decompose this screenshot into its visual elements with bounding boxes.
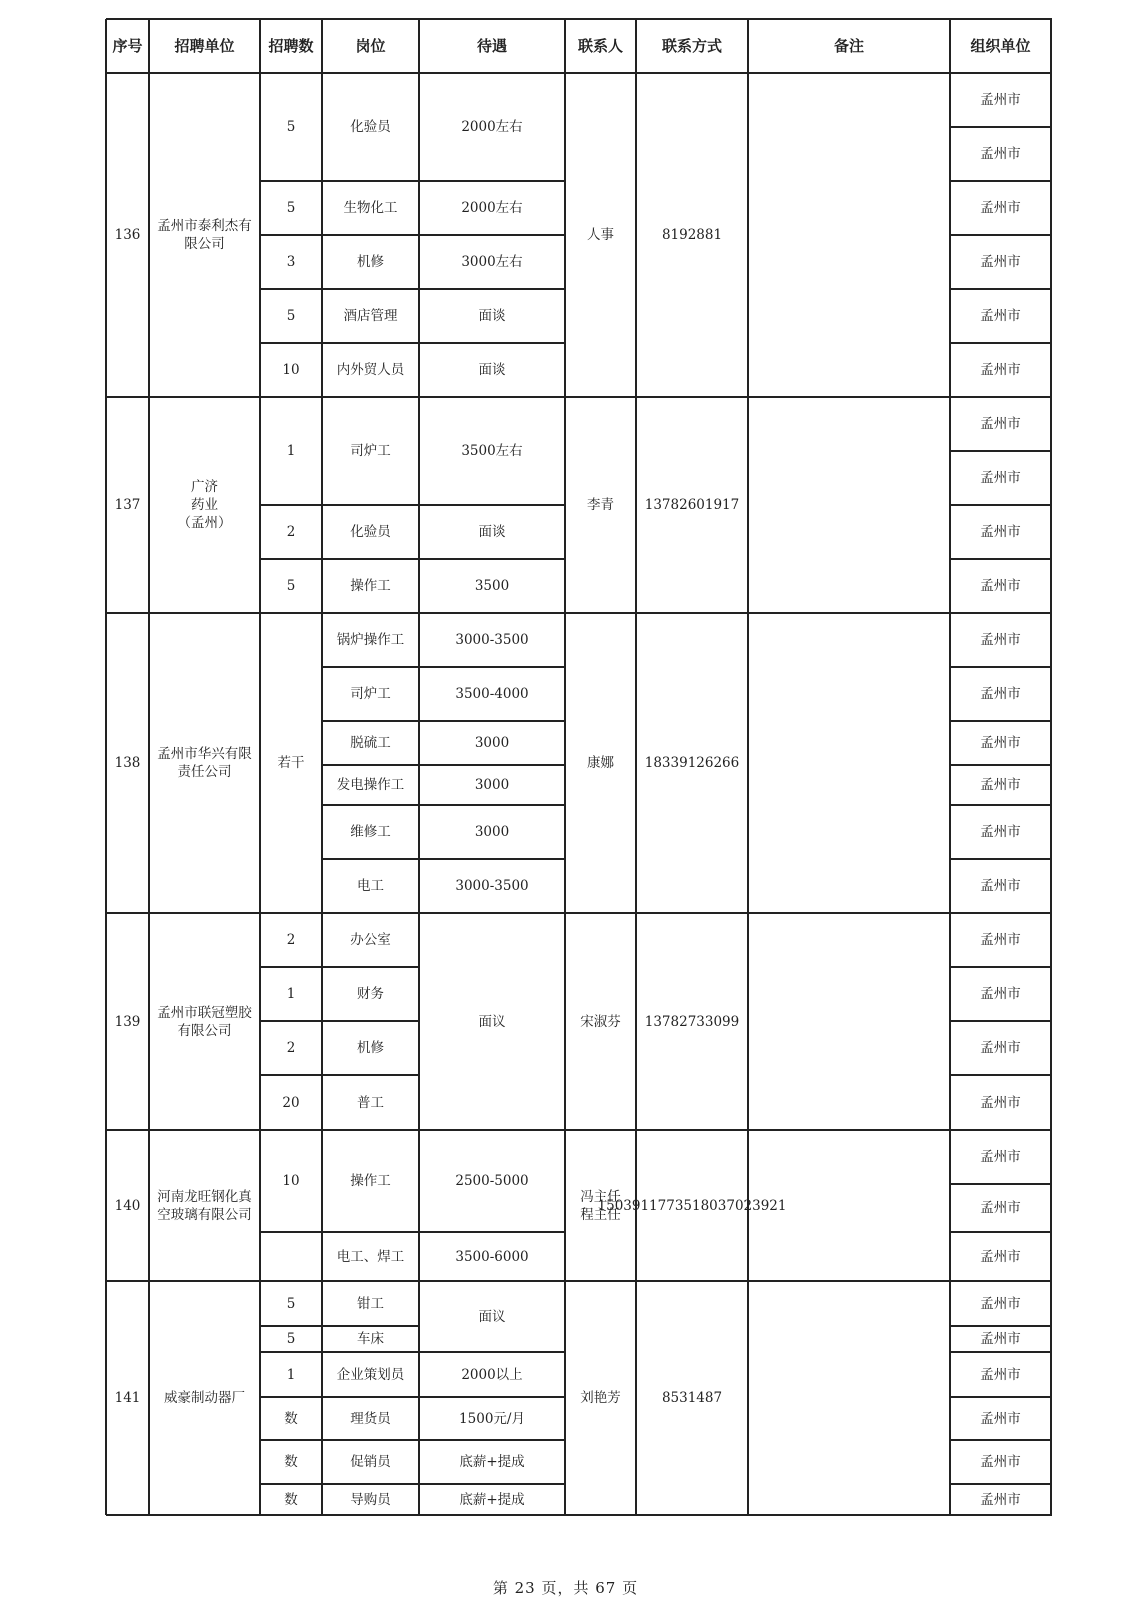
- org-cell: 孟州市: [980, 878, 1021, 894]
- org-cell: 孟州市: [980, 470, 1021, 486]
- grid-line: [950, 858, 1052, 859]
- grid-line: [322, 1020, 420, 1021]
- org-cell: 孟州市: [980, 686, 1021, 702]
- org-cell: 孟州市: [980, 824, 1021, 840]
- grid-line: [260, 966, 323, 967]
- seq-cell: 140: [114, 1197, 141, 1214]
- note-cell: [748, 73, 950, 397]
- salary-cell: 2000以上: [461, 1366, 523, 1383]
- position-cell: 操作工: [350, 578, 391, 594]
- grid-line: [419, 764, 566, 765]
- grid-line: [419, 1483, 566, 1484]
- grid-line: [950, 764, 1052, 765]
- position-cell: 化验员: [350, 524, 391, 540]
- count-cell: 5: [286, 119, 296, 135]
- contact-cell: 冯主任 程主任: [580, 1188, 621, 1223]
- count-cell: 2: [286, 932, 296, 948]
- grid-line: [260, 1439, 323, 1440]
- grid-line: [419, 288, 566, 289]
- grid-line: [322, 720, 420, 721]
- count-cell: 3: [286, 254, 296, 270]
- grid-line: [950, 126, 1052, 127]
- count-cell: 5: [286, 308, 296, 324]
- position-cell: 办公室: [350, 932, 391, 948]
- grid-line: [322, 342, 420, 343]
- note-cell: [748, 397, 950, 613]
- grid-line: [260, 1020, 323, 1021]
- grid-line: [322, 1396, 420, 1397]
- salary-cell: 底薪+提成: [459, 1491, 525, 1508]
- grid-line: [419, 504, 566, 505]
- position-cell: 司炉工: [350, 686, 391, 702]
- seq-cell: 141: [114, 1390, 141, 1406]
- org-cell: 孟州市: [980, 1331, 1021, 1347]
- org-cell: 孟州市: [980, 986, 1021, 1002]
- count-cell: 2: [286, 524, 296, 540]
- note-cell: [748, 913, 950, 1130]
- salary-cell: 3000左右: [461, 254, 523, 270]
- salary-cell: 面谈: [478, 362, 506, 378]
- grid-line: [322, 234, 420, 235]
- org-cell: 孟州市: [980, 1410, 1021, 1427]
- note-cell: [748, 1130, 950, 1281]
- position-cell: 普工: [357, 1094, 384, 1111]
- salary-cell: 3000-3500: [455, 878, 529, 894]
- position-cell: 生物化工: [343, 200, 398, 216]
- seq-cell: 137: [114, 497, 141, 513]
- salary-cell: 2000左右: [461, 119, 523, 135]
- count-cell: 1: [286, 443, 296, 459]
- grid-line: [322, 804, 420, 805]
- count-cell: 数: [284, 1491, 298, 1508]
- grid-line: [419, 1231, 566, 1232]
- grid-line: [419, 858, 566, 859]
- grid-line: [950, 804, 1052, 805]
- position-cell: 机修: [357, 1040, 384, 1056]
- grid-line: [419, 666, 566, 667]
- contact-cell: 人事: [587, 227, 614, 243]
- salary-cell: 2500-5000: [455, 1173, 529, 1189]
- grid-line: [260, 1351, 323, 1352]
- grid-line: [322, 858, 420, 859]
- org-cell: 孟州市: [980, 308, 1021, 324]
- header-cell: 联系人: [577, 37, 623, 55]
- count-cell: 5: [286, 578, 296, 594]
- grid-line: [260, 288, 323, 289]
- salary-cell: 3500: [474, 578, 510, 594]
- grid-line: [950, 1325, 1052, 1326]
- grid-line: [322, 966, 420, 967]
- seq-cell: 136: [114, 227, 141, 243]
- count-cell: 2: [286, 1040, 296, 1056]
- org-cell: 孟州市: [980, 735, 1021, 751]
- grid-line: [260, 234, 323, 235]
- org-cell: 孟州市: [980, 1200, 1021, 1216]
- grid-line: [260, 1325, 323, 1326]
- salary-cell: 3000: [474, 735, 510, 751]
- header-cell: 岗位: [355, 37, 386, 55]
- grid-line: [950, 1439, 1052, 1440]
- salary-cell: 面谈: [478, 308, 506, 324]
- org-cell: 孟州市: [980, 416, 1021, 432]
- salary-cell: 面议: [478, 1308, 506, 1325]
- org-cell: 孟州市: [980, 1295, 1021, 1312]
- grid-line: [950, 1351, 1052, 1352]
- grid-line: [950, 504, 1052, 505]
- count-cell: 数: [284, 1454, 298, 1470]
- grid-line: [419, 1439, 566, 1440]
- company-cell: 孟州市泰利杰有限公司: [157, 218, 252, 252]
- org-cell: 孟州市: [980, 1094, 1021, 1111]
- position-cell: 财务: [357, 986, 384, 1002]
- org-cell: 孟州市: [980, 578, 1021, 594]
- org-cell: 孟州市: [980, 1248, 1021, 1265]
- salary-cell: 3500左右: [461, 443, 523, 459]
- count-cell: 数: [284, 1410, 298, 1427]
- grid-line: [260, 558, 323, 559]
- grid-line: [419, 1396, 566, 1397]
- position-cell: 内外贸人员: [336, 362, 405, 378]
- count-cell: 5: [286, 1295, 296, 1312]
- salary-cell: 面议: [478, 1013, 506, 1030]
- count-cell: 1: [286, 986, 296, 1002]
- phone-cell: 1503911773518037023921: [597, 1197, 787, 1214]
- company-cell: 威豪制动器厂: [164, 1390, 245, 1406]
- header-cell: 组织单位: [970, 37, 1031, 55]
- note-cell: [748, 613, 950, 913]
- position-cell: 导购员: [350, 1491, 391, 1508]
- salary-cell: 3000: [474, 777, 510, 793]
- header-cell: 招聘数: [268, 37, 314, 55]
- salary-cell: 底薪+提成: [459, 1454, 525, 1470]
- org-cell: 孟州市: [980, 1366, 1021, 1383]
- page-footer: 第 23 页，共 67 页: [492, 1579, 639, 1597]
- grid-line: [260, 342, 323, 343]
- position-cell: 理货员: [350, 1410, 391, 1427]
- grid-line: [419, 804, 566, 805]
- contact-cell: 刘艳芳: [580, 1390, 621, 1406]
- grid-line: [950, 180, 1052, 181]
- grid-line: [950, 1396, 1052, 1397]
- position-cell: 酒店管理: [343, 308, 398, 324]
- count-cell: 20: [282, 1094, 300, 1111]
- grid-line: [419, 234, 566, 235]
- org-cell: 孟州市: [980, 92, 1021, 108]
- phone-cell: 13782733099: [644, 1013, 740, 1030]
- grid-line: [322, 1074, 420, 1075]
- phone-cell: 18339126266: [644, 755, 740, 771]
- grid-line: [260, 180, 323, 181]
- grid-line: [260, 504, 323, 505]
- grid-line: [322, 504, 420, 505]
- grid-line: [322, 666, 420, 667]
- grid-line: [950, 966, 1052, 967]
- salary-cell: 2000左右: [461, 200, 523, 216]
- grid-line: [950, 342, 1052, 343]
- org-cell: 孟州市: [980, 932, 1021, 948]
- count-cell: 10: [282, 362, 300, 378]
- position-cell: 钳工: [357, 1295, 384, 1312]
- grid-line: [419, 1351, 566, 1352]
- position-cell: 机修: [357, 254, 384, 270]
- position-cell: 锅炉操作工: [336, 632, 405, 648]
- org-cell: 孟州市: [980, 254, 1021, 270]
- grid-line: [322, 1439, 420, 1440]
- grid-line: [419, 720, 566, 721]
- position-cell: 维修工: [350, 824, 391, 840]
- grid-line: [322, 1231, 420, 1232]
- header-cell: 备注: [833, 37, 864, 55]
- salary-cell: 3000: [474, 824, 510, 840]
- salary-cell: 面谈: [478, 524, 506, 540]
- grid-line: [322, 1483, 420, 1484]
- header-cell: 招聘单位: [174, 37, 235, 55]
- org-cell: 孟州市: [980, 1040, 1021, 1056]
- grid-line: [419, 558, 566, 559]
- org-cell: 孟州市: [980, 200, 1021, 216]
- grid-line: [106, 18, 1052, 20]
- position-cell: 化验员: [350, 119, 391, 135]
- grid-line: [322, 288, 420, 289]
- note-cell: [748, 1281, 950, 1515]
- org-cell: 孟州市: [980, 1149, 1021, 1165]
- grid-line: [950, 1020, 1052, 1021]
- salary-cell: 3500-6000: [455, 1248, 529, 1265]
- contact-cell: 李青: [587, 497, 614, 513]
- org-cell: 孟州市: [980, 777, 1021, 793]
- grid-line: [260, 1231, 323, 1232]
- header-cell: 联系方式: [661, 37, 722, 55]
- count-cell: 10: [282, 1173, 300, 1189]
- count-cell: 1: [286, 1366, 296, 1383]
- phone-cell: 8192881: [661, 227, 723, 243]
- contact-cell: 宋淑芬: [580, 1013, 621, 1030]
- company-cell: 河南龙旺钢化真空玻璃有限公司: [157, 1188, 252, 1223]
- header-cell: 序号: [112, 37, 143, 55]
- grid-line: [950, 1074, 1052, 1075]
- contact-cell: 康娜: [587, 755, 614, 771]
- grid-line: [322, 764, 420, 765]
- count-cell: 5: [286, 200, 296, 216]
- grid-line: [950, 1231, 1052, 1232]
- grid-line: [322, 180, 420, 181]
- count-cell: [260, 1232, 322, 1281]
- position-cell: 企业策划员: [336, 1366, 405, 1383]
- org-cell: 孟州市: [980, 146, 1021, 162]
- org-cell: 孟州市: [980, 632, 1021, 648]
- grid-line: [260, 1074, 323, 1075]
- salary-cell: 3500-4000: [455, 686, 529, 702]
- grid-line: [950, 720, 1052, 721]
- grid-line: [419, 342, 566, 343]
- grid-line: [419, 180, 566, 181]
- grid-line: [322, 1325, 420, 1326]
- phone-cell: 13782601917: [644, 497, 740, 513]
- grid-line: [950, 1483, 1052, 1484]
- position-cell: 脱硫工: [350, 735, 391, 751]
- org-cell: 孟州市: [980, 1454, 1021, 1470]
- grid-line: [260, 1483, 323, 1484]
- position-cell: 电工、焊工: [336, 1248, 405, 1265]
- position-cell: 司炉工: [350, 443, 391, 459]
- org-cell: 孟州市: [980, 524, 1021, 540]
- grid-line: [950, 666, 1052, 667]
- company-cell: 广济 药业 （孟州）: [177, 479, 232, 531]
- company-cell: 孟州市联冠塑胶有限公司: [157, 1004, 252, 1039]
- position-cell: 电工: [357, 878, 384, 894]
- header-cell: 待遇: [476, 37, 507, 55]
- grid-line: [950, 558, 1052, 559]
- grid-line: [950, 234, 1052, 235]
- org-cell: 孟州市: [980, 362, 1021, 378]
- salary-cell: 3000-3500: [455, 632, 529, 648]
- count-cell: 若干: [277, 755, 305, 771]
- position-cell: 促销员: [350, 1454, 391, 1470]
- seq-cell: 139: [114, 1013, 141, 1030]
- count-cell: 5: [286, 1331, 296, 1347]
- grid-line: [950, 288, 1052, 289]
- grid-line: [322, 558, 420, 559]
- position-cell: 操作工: [350, 1173, 391, 1189]
- position-cell: 发电操作工: [336, 777, 405, 793]
- company-cell: 孟州市华兴有限责任公司: [157, 746, 252, 780]
- grid-line: [322, 1351, 420, 1352]
- position-cell: 车床: [357, 1331, 384, 1347]
- grid-line: [950, 1183, 1052, 1184]
- grid-line: [260, 1396, 323, 1397]
- grid-line: [950, 450, 1052, 451]
- phone-cell: 8531487: [661, 1390, 723, 1406]
- seq-cell: 138: [114, 755, 141, 771]
- salary-cell: 1500元/月: [459, 1410, 525, 1427]
- org-cell: 孟州市: [980, 1491, 1021, 1508]
